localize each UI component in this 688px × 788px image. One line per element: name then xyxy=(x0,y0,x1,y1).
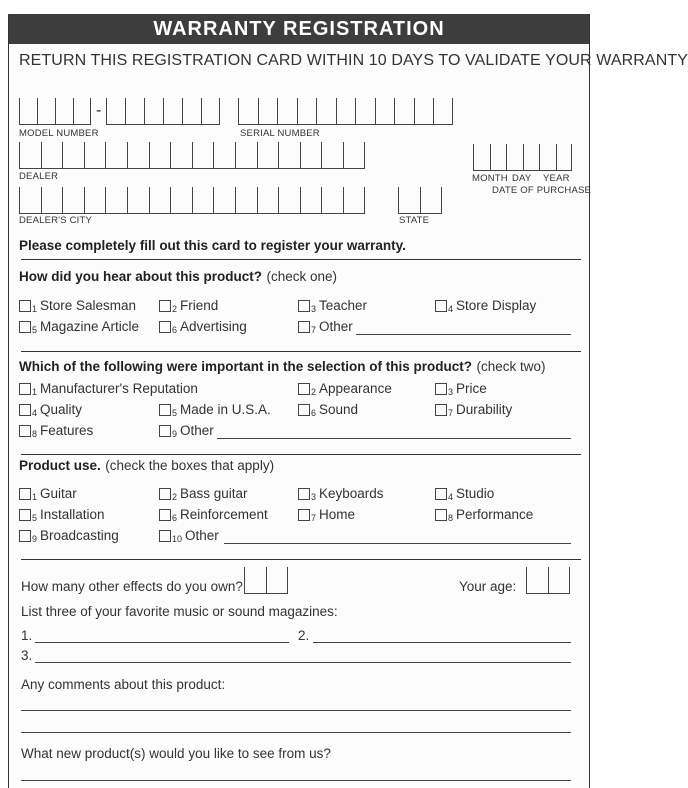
divider xyxy=(21,559,581,560)
checkbox[interactable] xyxy=(435,383,447,395)
checkbox[interactable] xyxy=(298,300,310,312)
q2-question: Which of the following were important in the selection of this product? xyxy=(19,359,472,374)
q2-option-quality[interactable]: 4 Quality xyxy=(19,402,82,417)
day-label: DAY xyxy=(512,173,532,184)
checkbox[interactable] xyxy=(435,300,447,312)
magazine-2-line[interactable] xyxy=(313,642,571,643)
checkbox[interactable] xyxy=(435,509,447,521)
q2-option-appearance[interactable]: 2 Appearance xyxy=(298,381,392,396)
q1-question: How did you hear about this product? xyxy=(19,269,262,284)
q1-option-store-display[interactable]: 4 Store Display xyxy=(435,298,536,313)
checkbox[interactable] xyxy=(159,425,171,437)
divider xyxy=(21,259,581,260)
magazine-3-line[interactable] xyxy=(35,662,571,663)
q2-option-manufacturers-reputation[interactable]: 1 Manufacturer's Reputation xyxy=(19,381,198,396)
checkbox[interactable] xyxy=(19,425,31,437)
effects-question: How many other effects do you own? xyxy=(21,579,243,594)
checkbox[interactable] xyxy=(19,300,31,312)
model-number-label: MODEL NUMBER xyxy=(19,128,99,139)
year-label: YEAR xyxy=(543,173,570,184)
q2-option-sound[interactable]: 6 Sound xyxy=(298,402,358,417)
checkbox[interactable] xyxy=(298,404,310,416)
q3-other-line[interactable] xyxy=(224,543,571,544)
checkbox[interactable] xyxy=(19,488,31,500)
magazines-question: List three of your favorite music or sound magazines: xyxy=(21,604,338,619)
model-number-dash: - xyxy=(96,102,102,119)
checkbox[interactable] xyxy=(19,509,31,521)
checkbox[interactable] xyxy=(159,488,171,500)
warranty-card xyxy=(8,14,688,788)
q3-option-keyboards[interactable]: 3 Keyboards xyxy=(298,486,384,501)
model-number-boxes-part1[interactable] xyxy=(19,98,91,125)
q1-option-advertising[interactable]: 6 Advertising xyxy=(159,319,247,334)
checkbox[interactable] xyxy=(19,383,31,395)
checkbox[interactable] xyxy=(435,404,447,416)
checkbox[interactable] xyxy=(19,404,31,416)
date-of-purchase-label: DATE OF PURCHASE xyxy=(492,185,592,196)
checkbox[interactable] xyxy=(19,321,31,333)
q3-option-other[interactable]: 10 Other xyxy=(159,528,219,543)
magazine-number-2: 2. xyxy=(298,628,310,643)
divider xyxy=(21,351,581,352)
instruction-text: Please completely fill out this card to register your warranty. xyxy=(19,238,406,253)
age-label: Your age: xyxy=(459,579,517,594)
checkbox[interactable] xyxy=(298,383,310,395)
date-of-purchase-boxes[interactable] xyxy=(473,144,572,171)
dealer-boxes[interactable] xyxy=(19,142,365,169)
checkbox[interactable] xyxy=(159,404,171,416)
q1-option-magazine-article[interactable]: 5 Magazine Article xyxy=(19,319,139,334)
checkbox[interactable] xyxy=(159,509,171,521)
model-number-boxes-part2[interactable] xyxy=(106,98,220,125)
comments-line-2[interactable] xyxy=(21,732,571,733)
divider xyxy=(21,454,581,455)
dealer-label: DEALER xyxy=(19,171,59,182)
checkbox[interactable] xyxy=(19,530,31,542)
q3-option-home[interactable]: 7 Home xyxy=(298,507,355,522)
q3-option-guitar[interactable]: 1 Guitar xyxy=(19,486,77,501)
q1-heading xyxy=(19,268,337,286)
checkbox[interactable] xyxy=(159,300,171,312)
checkbox[interactable] xyxy=(298,509,310,521)
comments-line-1[interactable] xyxy=(21,710,571,711)
q1-option-store-salesman[interactable]: 1 Store Salesman xyxy=(19,298,136,313)
state-label: STATE xyxy=(399,215,430,226)
q1-other-line[interactable] xyxy=(356,334,571,335)
checkbox[interactable] xyxy=(298,488,310,500)
q2-heading xyxy=(19,358,545,376)
checkbox[interactable] xyxy=(435,488,447,500)
state-boxes[interactable] xyxy=(398,187,442,214)
q3-hint: (check the boxes that apply) xyxy=(105,458,275,473)
q2-option-durability[interactable]: 7 Durability xyxy=(435,402,512,417)
new-products-question: What new product(s) would you like to see from us? xyxy=(21,746,331,761)
magazine-number-1: 1. xyxy=(21,628,33,643)
card-title: WARRANTY REGISTRATION xyxy=(9,14,589,44)
q1-hint: (check one) xyxy=(266,269,337,284)
month-label: MONTH xyxy=(472,173,508,184)
magazine-number-3: 3. xyxy=(21,648,33,663)
age-boxes[interactable] xyxy=(526,567,570,594)
serial-number-boxes[interactable] xyxy=(238,98,453,125)
q3-option-reinforcement[interactable]: 6 Reinforcement xyxy=(159,507,268,522)
q3-option-bass-guitar[interactable]: 2 Bass guitar xyxy=(159,486,248,501)
checkbox[interactable] xyxy=(159,530,171,542)
card-subtitle: RETURN THIS REGISTRATION CARD WITHIN 10 DAYS TO VALIDATE YOUR WARRANTY xyxy=(19,52,688,69)
q3-heading xyxy=(19,457,274,475)
comments-question: Any comments about this product: xyxy=(21,677,226,692)
checkbox[interactable] xyxy=(298,321,310,333)
q2-option-features[interactable]: 8 Features xyxy=(19,423,93,438)
q3-question: Product use. xyxy=(19,458,101,473)
q3-option-studio[interactable]: 4 Studio xyxy=(435,486,494,501)
serial-number-label: SERIAL NUMBER xyxy=(240,128,320,139)
q3-option-installation[interactable]: 5 Installation xyxy=(19,507,105,522)
q2-other-line[interactable] xyxy=(217,438,571,439)
q2-option-price[interactable]: 3 Price xyxy=(435,381,487,396)
q1-option-teacher[interactable]: 3 Teacher xyxy=(298,298,367,313)
q3-option-broadcasting[interactable]: 9 Broadcasting xyxy=(19,528,119,543)
effects-count-boxes[interactable] xyxy=(244,567,288,594)
q1-option-other[interactable]: 7 Other xyxy=(298,319,353,334)
checkbox[interactable] xyxy=(159,321,171,333)
dealers-city-label: DEALER'S CITY xyxy=(19,215,93,226)
q1-option-friend[interactable]: 2 Friend xyxy=(159,298,218,313)
magazine-1-line[interactable] xyxy=(35,642,289,643)
dealers-city-boxes[interactable] xyxy=(19,187,365,214)
new-products-line[interactable] xyxy=(21,780,571,781)
q3-option-performance[interactable]: 8 Performance xyxy=(435,507,533,522)
q2-hint: (check two) xyxy=(476,359,546,374)
q2-option-made-in-usa[interactable]: 5 Made in U.S.A. xyxy=(159,402,271,417)
q2-option-other[interactable]: 9 Other xyxy=(159,423,214,438)
